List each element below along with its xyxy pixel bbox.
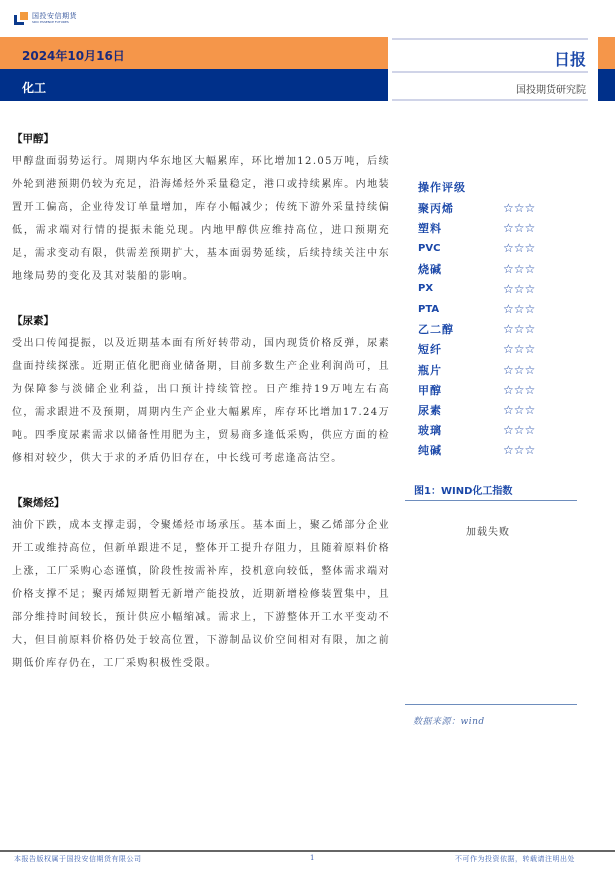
star-rating-icon: ☆☆☆ (503, 423, 536, 438)
footer-copyright: 本报告版权属于国投安信期货有限公司 (14, 855, 142, 863)
section-body: 受出口传闻提振，以及近期基本面有所好转带动，国内现货价格反弹，尿素盘面持续探涨。近期正值化肥商业储备期，目前多数生产企业利润尚可，且为保障参与淡储企业利益，出口预计持续管控。日产维持19万吨左右高位，需求跟进不及预期，周期内生产企业大幅累库，库存环比增加17.24万吨。四季度尿素需求以储备性用肥为主，贸易商多逢低采购，供应方面的检修相对较少，供大于求的矛盾仍旧存在，中长线可考虑逢高沽空。 (12, 338, 390, 464)
main-content (12, 128, 390, 697)
rating-row (418, 380, 608, 400)
rating-name: 聚丙烯 (418, 202, 454, 216)
section-heading: 【甲醇】 (12, 133, 54, 145)
rating-name: PVC (418, 242, 441, 254)
rating-row (418, 259, 608, 279)
report-sector: 化工 (22, 81, 47, 95)
header-band-orange-right (598, 37, 615, 69)
logo-name-cn: 国投安信期货 (32, 12, 77, 20)
page-number: 1 (310, 854, 315, 862)
rating-name: 甲醇 (418, 383, 442, 397)
star-rating-icon: ☆☆☆ (503, 402, 536, 417)
institute-name: 国投期货研究院 (516, 85, 586, 96)
report-type: 日报 (553, 50, 586, 69)
divider (392, 71, 588, 73)
rating-name: 烧碱 (418, 262, 442, 276)
star-rating-icon: ☆☆☆ (503, 382, 536, 397)
rating-name: PTA (418, 303, 440, 315)
rating-name: 瓶片 (418, 363, 442, 377)
rating-row (418, 238, 608, 258)
rating-row (418, 218, 608, 238)
rating-name: 短纤 (418, 343, 442, 357)
rating-row (418, 400, 608, 420)
rating-name: 纯碱 (418, 444, 442, 458)
divider (392, 99, 588, 101)
rating-name: 尿素 (418, 403, 442, 417)
logo-name-en: SDIC ESSENCE FUTURES (32, 20, 69, 24)
figure-title: 图1：WIND化工指数 (414, 486, 513, 497)
logo-mark-icon (14, 12, 28, 25)
star-rating-icon: ☆☆☆ (503, 221, 536, 236)
figure-divider (405, 500, 577, 501)
figure-load-failed: 加载失败 (466, 527, 510, 538)
rating-row (418, 319, 608, 339)
rating-row (418, 299, 608, 319)
star-rating-icon: ☆☆☆ (503, 302, 536, 317)
rating-row (418, 420, 608, 440)
star-rating-icon: ☆☆☆ (503, 261, 536, 276)
footer-disclaimer: 不可作为投资依据，转载请注明出处 (455, 855, 575, 863)
rating-row (418, 440, 608, 460)
rating-row (418, 339, 608, 359)
rating-row (418, 279, 608, 299)
section-body: 甲醇盘面弱势运行。周期内华东地区大幅累库，环比增加12.05万吨，后续外轮到港预期仍较为充足，沿海烯烃外采量稳定，港口或持续累库。内地装置开工偏高，企业待发订单量增加，库存小幅减少；传统下游外采量持续偏低，需求端对行情的提振未能兑现。内地甲醇供应维持高位，进口预期充足，需求变动有限，供需差预期扩大，基本面弱势延续，后续持续关注中东地缘局势的变化及其对装船的影响。 (12, 156, 390, 282)
section-body: 油价下跌，成本支撑走弱，令聚烯烃市场承压。基本面上，聚乙烯部分企业开工或维持高位，但新单跟进不足，整体开工提升存阻力，且随着原料价格上涨，工厂采购心态谨慎，阶段性按需补库，投机意向较低，整体需求端对价格支撑不足；聚丙烯短期暂无新增产能投放，近期新增检修装置集中，且部分维持时间较长，预计供应小幅缩减。需求上，下游整体开工水平变动不大，但目前原料价格仍处于较高位置，下游制品议价空间相对有限，加之前期低价库存仍在，工厂采购积极性受限。 (12, 520, 390, 669)
section-methanol (12, 128, 390, 288)
section-polyolefin (12, 492, 390, 675)
rating-name: 塑料 (418, 222, 442, 236)
figure-divider (405, 704, 577, 705)
star-rating-icon: ☆☆☆ (503, 322, 536, 337)
rating-row (418, 360, 608, 380)
operation-ratings (418, 178, 608, 460)
rating-name: 玻璃 (418, 424, 442, 438)
section-urea (12, 310, 390, 470)
figure-source: 数据来源：wind (413, 717, 485, 727)
title-panel (388, 37, 598, 101)
rating-name: 乙二醇 (418, 323, 454, 337)
footer-divider (0, 850, 615, 852)
report-date: 2024年10月16日 (22, 49, 125, 63)
divider (392, 38, 588, 40)
star-rating-icon: ☆☆☆ (503, 342, 536, 357)
star-rating-icon: ☆☆☆ (503, 201, 536, 216)
star-rating-icon: ☆☆☆ (503, 443, 536, 458)
star-rating-icon: ☆☆☆ (503, 241, 536, 256)
company-logo (14, 12, 77, 25)
rating-row (418, 198, 608, 218)
star-rating-icon: ☆☆☆ (503, 281, 536, 296)
header-band-blue-right (598, 69, 615, 101)
ratings-title: 操作评级 (418, 181, 466, 194)
section-heading: 【聚烯烃】 (12, 497, 65, 509)
rating-name: PX (418, 283, 434, 295)
section-heading: 【尿素】 (12, 315, 54, 327)
star-rating-icon: ☆☆☆ (503, 362, 536, 377)
header-band-blue (0, 69, 388, 101)
